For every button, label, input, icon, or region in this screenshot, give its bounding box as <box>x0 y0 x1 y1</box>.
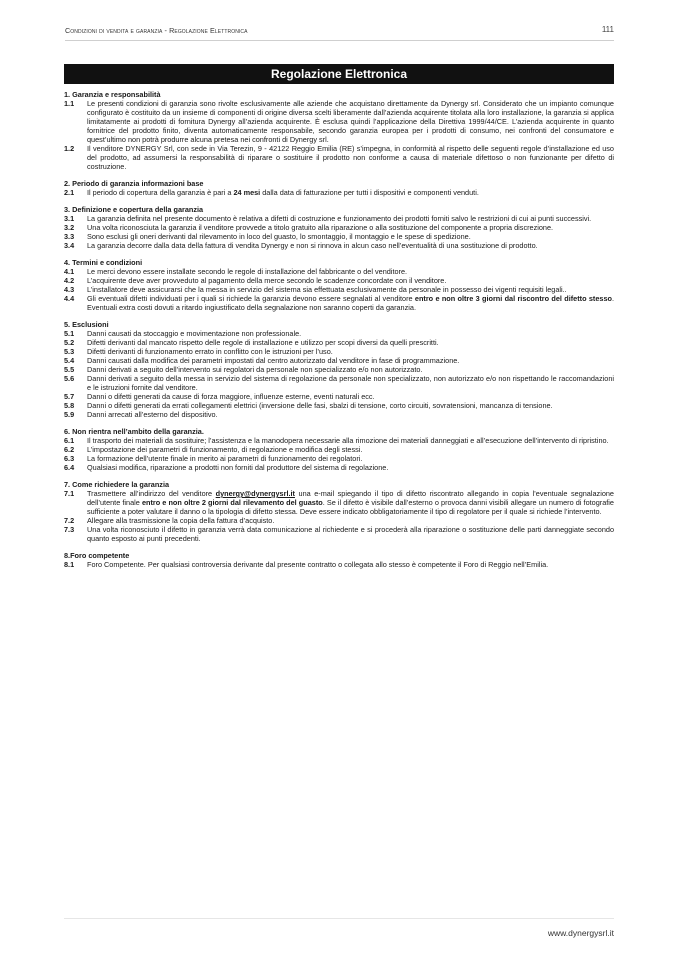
clause-text <box>87 223 614 232</box>
clause-item <box>64 338 614 347</box>
clause-item <box>64 294 614 312</box>
clause-number: 3.1 <box>64 214 75 223</box>
clause-text-segment: Danni o difetti generati da errati collegamenti elettrici (inversione delle fasi, sbalzi di tensione, corto circuiti, sovratensioni, mancanza di tensione. <box>87 401 553 410</box>
clause-text <box>87 188 614 197</box>
clause-item <box>64 525 614 543</box>
section-title: 7. Come richiedere la garanzia <box>64 480 170 489</box>
section-banner: Regolazione Elettronica <box>64 64 614 84</box>
clause-item <box>64 99 614 144</box>
clause-number: 8.1 <box>64 560 75 569</box>
clause-number: 3.4 <box>64 241 75 250</box>
terms-section <box>64 179 614 197</box>
clause-text <box>87 214 614 223</box>
clause-text <box>87 516 614 525</box>
clause-number: 5.9 <box>64 410 75 419</box>
emphasis-text: 24 mesi <box>233 188 261 197</box>
clause-text <box>87 99 614 144</box>
clause-text <box>87 525 614 543</box>
clause-item <box>64 329 614 338</box>
clause-text-segment: Danni o difetti generati da cause di forza maggiore, influenze esterne, eventi naturali ecc. <box>87 392 375 401</box>
clause-text-segment: Difetti derivanti dal mancato rispetto delle regole di installazione e utilizzo per scopi diversi da quelli prescritti. <box>87 338 439 347</box>
clause-text <box>87 365 614 374</box>
clause-text <box>87 329 614 338</box>
clause-item <box>64 347 614 356</box>
header-title: Condizioni di vendita e garanzia - Regolazione Elettronica <box>65 26 248 35</box>
clause-item <box>64 223 614 232</box>
clause-number: 2.1 <box>64 188 75 197</box>
clause-text-segment: Foro Competente. Per qualsiasi controversia derivante dal presente contratto o collegata allo stesso è competente il Foro di Reggio nell’Emilia. <box>87 560 549 569</box>
emphasis-text: entro e non oltre 3 giorni dal riscontro del difetto stesso <box>414 294 612 303</box>
section-title: 4. Termini e condizioni <box>64 258 143 267</box>
clause-number: 6.4 <box>64 463 75 472</box>
clause-text <box>87 454 614 463</box>
clause-number: 4.1 <box>64 267 75 276</box>
clause-item <box>64 144 614 171</box>
clause-text-segment: Danni causati dalla modifica dei parametri impostati dal centro autorizzato dal venditore in fase di programmazione. <box>87 356 460 365</box>
clause-text <box>87 436 614 445</box>
terms-section <box>64 480 614 543</box>
section-title: 2. Periodo di garanzia informazioni base <box>64 179 204 188</box>
clause-text-segment: Danni arrecati all’esterno del dispositivo. <box>87 410 218 419</box>
clause-text <box>87 560 614 569</box>
clause-text-segment: La garanzia definita nel presente documento è relativa a difetti di costruzione e funzionamento dei prodotti forniti salvo le restrizioni di cui ai punti successivi. <box>87 214 592 223</box>
clause-text-segment: Danni causati da stoccaggio e movimentazione non professionale. <box>87 329 302 338</box>
clause-item <box>64 365 614 374</box>
clause-item <box>64 410 614 419</box>
footer-divider <box>64 918 614 919</box>
clause-item <box>64 188 614 197</box>
clause-number: 7.2 <box>64 516 75 525</box>
clause-text-segment: L’acquirente deve aver provveduto al pagamento della merce secondo le scadenze concordate con il venditore. <box>87 276 447 285</box>
clause-number: 5.7 <box>64 392 75 401</box>
clause-number: 3.2 <box>64 223 75 232</box>
clause-text-segment: La garanzia decorre dalla data della fattura di vendita Dynergy e non si rinnova in alcun caso nell’eventualità di una sostituzione di prodotto. <box>87 241 538 250</box>
clause-text-segment: Qualsiasi modifica, riparazione a prodotti non forniti dal produttore del sistema di regolazione. <box>87 463 389 472</box>
clause-item <box>64 374 614 392</box>
clause-text <box>87 267 614 276</box>
section-title: 5. Esclusioni <box>64 320 109 329</box>
clause-text-segment: L’installatore deve assicurarsi che la messa in servizio del sistema sia effettuata esclusivamente da personale in possesso dei vigenti requisiti legali.. <box>87 285 567 294</box>
clause-number: 7.1 <box>64 489 75 498</box>
clause-item <box>64 436 614 445</box>
clause-text <box>87 445 614 454</box>
clause-number: 5.2 <box>64 338 75 347</box>
terms-section <box>64 427 614 472</box>
clause-text <box>87 463 614 472</box>
terms-section <box>64 320 614 419</box>
clause-number: 5.5 <box>64 365 75 374</box>
clause-text <box>87 356 614 365</box>
clause-item <box>64 232 614 241</box>
clause-number: 5.6 <box>64 374 75 383</box>
clause-item <box>64 560 614 569</box>
clause-text-segment: Gli eventuali difetti individuati per i quali si richiede la garanzia devono essere segnalati al venditore <box>87 294 415 303</box>
clause-item <box>64 489 614 516</box>
clause-item <box>64 392 614 401</box>
clause-text <box>87 374 614 392</box>
clause-item <box>64 241 614 250</box>
clause-item <box>64 267 614 276</box>
clause-item <box>64 516 614 525</box>
clause-text-segment: Danni derivati a seguito dell’intervento sui regolatori da personale non specializzato e/o non autorizzato. <box>87 365 423 374</box>
clause-item <box>64 214 614 223</box>
page-header <box>65 24 614 41</box>
clause-number: 7.3 <box>64 525 75 534</box>
clause-number: 6.2 <box>64 445 75 454</box>
clause-text <box>87 276 614 285</box>
clause-text-segment: La formazione dell’utente finale in merito ai parametri di funzionamento dei regolatori. <box>87 454 363 463</box>
clause-item <box>64 445 614 454</box>
clause-text <box>87 410 614 419</box>
clause-text-segment: Le merci devono essere installate secondo le regole di installazione del fabbricante o del venditore. <box>87 267 408 276</box>
clause-text-segment: Il periodo di copertura della garanzia è pari a <box>87 188 234 197</box>
clause-item <box>64 356 614 365</box>
page-number: 111 <box>601 25 614 34</box>
clause-text-segment: Il trasporto dei materiali da sostituire; l’assistenza e la manodopera necessarie alla rimozione dei materiali danneggiati e all’esecuzione dell’intervento di ripristino. <box>87 436 609 445</box>
clause-number: 1.2 <box>64 144 75 153</box>
terms-section <box>64 90 614 171</box>
clause-number: 5.3 <box>64 347 75 356</box>
clause-text-segment: Allegare alla trasmissione la copia della fattura d’acquisto. <box>87 516 275 525</box>
clause-text-segment: una e-mail spiegando il tipo di difetto riscontrato allegando in copia l’eventuale segnalazione dell’utente finale <box>87 489 614 507</box>
clause-item <box>64 463 614 472</box>
clause-text <box>87 144 614 171</box>
section-title: 1. Garanzia e responsabilità <box>64 90 161 99</box>
clause-text-segment: . Eventuali extra costi dovuti a ritardo ingiustificato della segnalazione non saranno coperti da garanzia. <box>87 294 615 312</box>
clause-text-segment: Una volta riconosciuta la garanzia il venditore provvede a titolo gratuito alla riparazione o alla sostituzione del componente a propria discrezione. <box>87 223 554 232</box>
clause-number: 3.3 <box>64 232 75 241</box>
terms-section <box>64 205 614 250</box>
clause-text-segment: Danni derivati a seguito della messa in servizio del sistema di regolazione da personale non specializzato, non autorizzato e/o non rispettando le raccomandazioni e le istruzioni fornite dal venditore. <box>87 374 614 392</box>
clause-text-segment: Le presenti condizioni di garanzia sono rivolte esclusivamente alle aziende che acquistano direttamente da Dynergy srl. Considerato che un impianto comunque configurato è costituito da un insieme di componenti di origine diversa scelti liberamente dall’azienda acquirente titolata alla loro installazione, la garanzia si applica limitatamente ai prodotti di fornitura Dynergy all’azienda acquirente. È esclusa quindi l’applicazione della Direttiva 1999/44/CE. L’azienda acquirente in quanto fornitrice del prodotto finito, diventa automaticamente responsabile, secondo garanzia europea per i prodotti di consumo, nei confronti del consumatore e quest’ultimo non potrà produrre alcuna pretesa nei confronti di Dynergy srl. <box>87 99 614 144</box>
clause-text <box>87 392 614 401</box>
clause-text <box>87 489 614 516</box>
terms-section <box>64 551 614 569</box>
clause-text <box>87 285 614 294</box>
section-title: 6. Non rientra nell’ambito della garanzia. <box>64 427 204 436</box>
clause-text <box>87 232 614 241</box>
section-title: 8.Foro competente <box>64 551 130 560</box>
clause-text <box>87 338 614 347</box>
clause-text <box>87 294 614 312</box>
clause-text-segment: . Se il difetto è visibile dall’esterno o provoca danni visibili allegare un numero di fotografie sufficiente a poter valutare il danno o la tipologia di difetto stessa. Deve essere indicato obbligatoriamente il tipo di regolatore per il quale si richiede l’intervento. <box>87 498 614 516</box>
clause-text-segment: Il venditore DYNERGY Srl, con sede in Via Terezin, 9 - 42122 Reggio Emilia (RE) s’impegna, in conformità al rispetto delle seguenti regole d’installazione ed uso del prodotto, ad assumersi la responsabilità di riparare o sostituire il prodotto non conforme a causa di materiale difettoso o non funzionante per difetto di costruzione. <box>87 144 614 171</box>
clause-item <box>64 401 614 410</box>
clause-text-segment: Trasmettere all’indirizzo del venditore <box>87 489 216 498</box>
clause-number: 5.8 <box>64 401 75 410</box>
clause-text-segment: Difetti derivanti di funzionamento errato in conflitto con le istruzioni per l’uso. <box>87 347 333 356</box>
email-link[interactable]: dynergy@dynergysrl.it <box>215 489 295 498</box>
clause-number: 1.1 <box>64 99 75 108</box>
terms-section <box>64 258 614 312</box>
clause-text <box>87 401 614 410</box>
terms-content <box>64 90 614 577</box>
clause-text-segment: dalla data di fatturazione per tutti i dispositivi e componenti venduti. <box>260 188 479 197</box>
clause-item <box>64 276 614 285</box>
emphasis-text: entro e non oltre 2 giorni dal rilevamento del guasto <box>141 498 323 507</box>
clause-text-segment: Sono esclusi gli oneri derivanti dal rilevamento in loco del guasto, lo smontaggio, il montaggio e le spese di spedizione. <box>87 232 471 241</box>
clause-number: 4.2 <box>64 276 75 285</box>
clause-number: 5.1 <box>64 329 75 338</box>
clause-text <box>87 347 614 356</box>
footer-website: www.dynergysrl.it <box>547 928 614 938</box>
section-title: 3. Definizione e copertura della garanzia <box>64 205 204 214</box>
clause-text <box>87 241 614 250</box>
clause-number: 6.1 <box>64 436 75 445</box>
clause-text-segment: L’impostazione dei parametri di funzionamento, di regolazione e modifica degli stessi. <box>87 445 363 454</box>
clause-item <box>64 285 614 294</box>
clause-number: 5.4 <box>64 356 75 365</box>
clause-text-segment: Una volta riconosciuto il difetto in garanzia verrà data comunicazione al richiedente e si procederà alla riparazione o sostituzione delle parti danneggiate secondo quanto esposto ai punti precedenti. <box>87 525 614 543</box>
clause-number: 4.3 <box>64 285 75 294</box>
clause-number: 4.4 <box>64 294 75 303</box>
clause-number: 6.3 <box>64 454 75 463</box>
clause-item <box>64 454 614 463</box>
